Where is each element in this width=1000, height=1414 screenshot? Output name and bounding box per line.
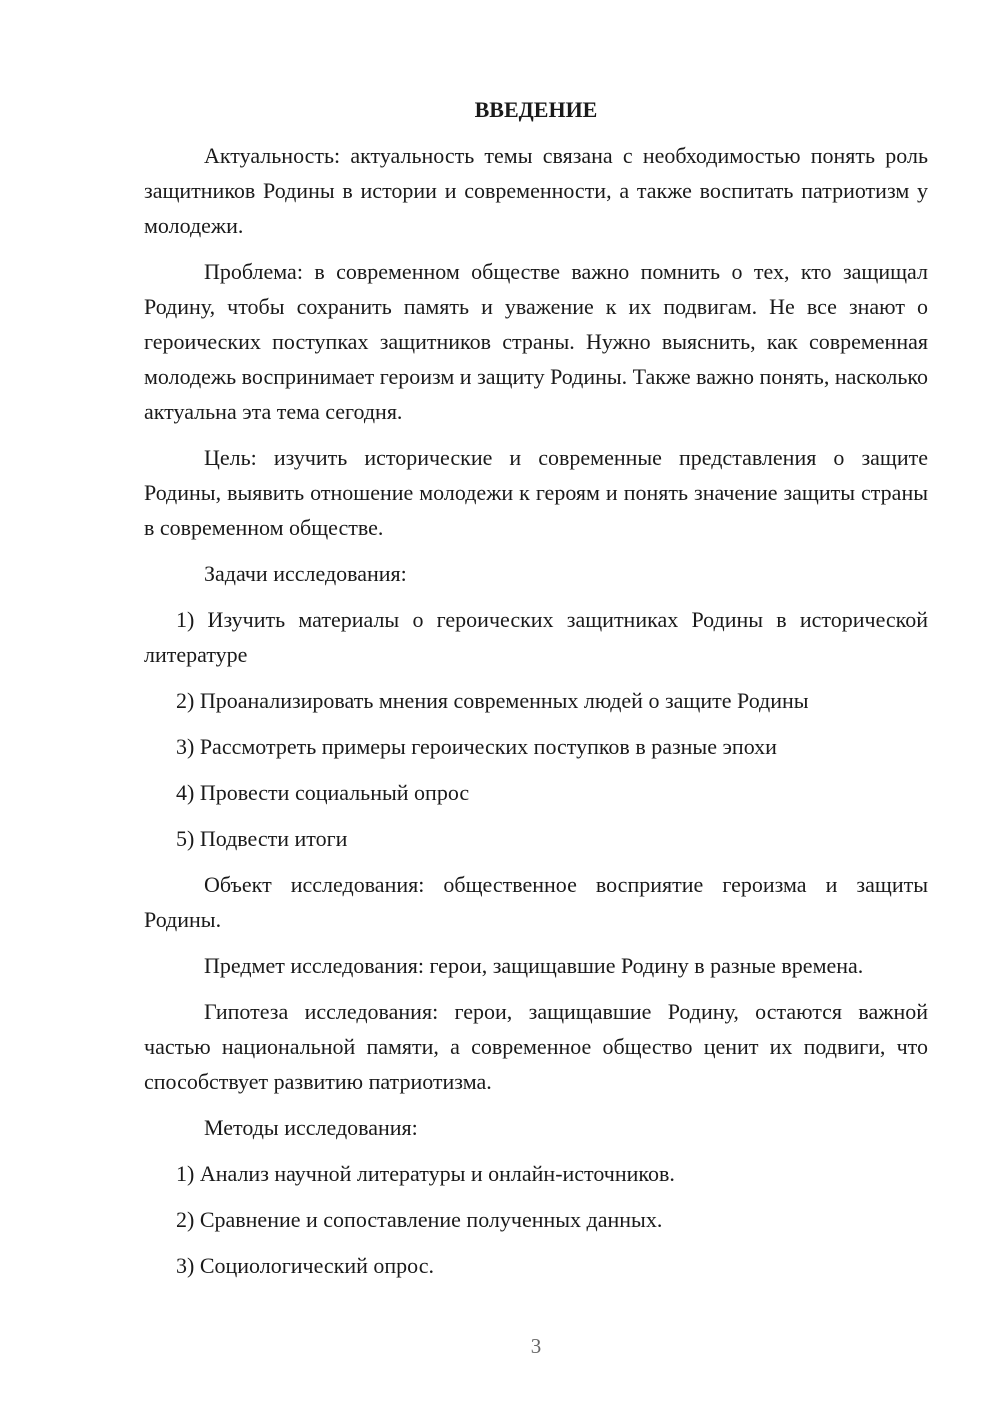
paragraph: Цель: изучить исторические и современные представления о защите Родины, выявить отношение молодежи к героям и понять значение защиты страны в современном обществе. <box>144 445 928 540</box>
paragraph: Методы исследования: <box>204 1115 418 1140</box>
paragraph: Задачи исследования: <box>204 561 407 586</box>
paragraph-gap <box>144 1099 928 1110</box>
paragraph-gap <box>144 545 928 556</box>
paragraph: Гипотеза исследования: герои, защищавшие Родину, остаются важной частью национальной памяти, а современное общество ценит их подвиги, что способствует развитию патриотизма. <box>144 999 928 1094</box>
list-item: 3) Рассмотреть примеры героических поступков в разные эпохи <box>176 734 777 759</box>
paragraph: Объект исследования: общественное восприятие героизма и защиты Родины. <box>144 872 928 932</box>
paragraph-gap <box>144 764 928 775</box>
paragraph-gap <box>144 591 928 602</box>
paragraph: Предмет исследования: герои, защищавшие Родину в разные времена. <box>204 953 864 978</box>
heading-gap <box>144 127 928 138</box>
paragraph-gap <box>144 937 928 948</box>
paragraph-gap <box>144 243 928 254</box>
paragraph: Актуальность: актуальность темы связана с необходимостью понять роль защитников Родины в истории и современности, а также воспитать патриотизм у молодежи. <box>144 143 928 238</box>
list-item: 2) Проанализировать мнения современных людей о защите Родины <box>176 688 809 713</box>
paragraph-gap <box>144 672 928 683</box>
section-heading: ВВЕДЕНИЕ <box>474 97 598 122</box>
list-item: 5) Подвести итоги <box>176 826 348 851</box>
list-item: 1) Изучить материалы о героических защитниках Родины в исторической литературе <box>144 607 928 667</box>
paragraph: Проблема: в современном обществе важно помнить о тех, кто защищал Родину, чтобы сохранить память и уважение к их подвигам. Не все знают о героических поступках защитников страны. Нужно выяснить, как современная молодежь воспринимает героизм и защиту Родины. Также важно понять, насколько актуальна эта тема сегодня. <box>144 259 928 424</box>
body-text <box>144 138 928 1283</box>
paragraph-gap <box>144 1237 928 1248</box>
page-content <box>144 92 928 1283</box>
paragraph-gap <box>144 1145 928 1156</box>
list-item: 1) Анализ научной литературы и онлайн-источников. <box>176 1161 675 1186</box>
list-item: 4) Провести социальный опрос <box>176 780 470 805</box>
paragraph-gap <box>144 1191 928 1202</box>
list-item: 2) Сравнение и сопоставление полученных данных. <box>176 1207 663 1232</box>
paragraph-gap <box>144 983 928 994</box>
page-number: 3 <box>530 1334 542 1358</box>
paragraph-gap <box>144 856 928 867</box>
paragraph-gap <box>144 429 928 440</box>
paragraph-gap <box>144 718 928 729</box>
paragraph-gap <box>144 810 928 821</box>
list-item: 3) Социологический опрос. <box>176 1253 434 1278</box>
